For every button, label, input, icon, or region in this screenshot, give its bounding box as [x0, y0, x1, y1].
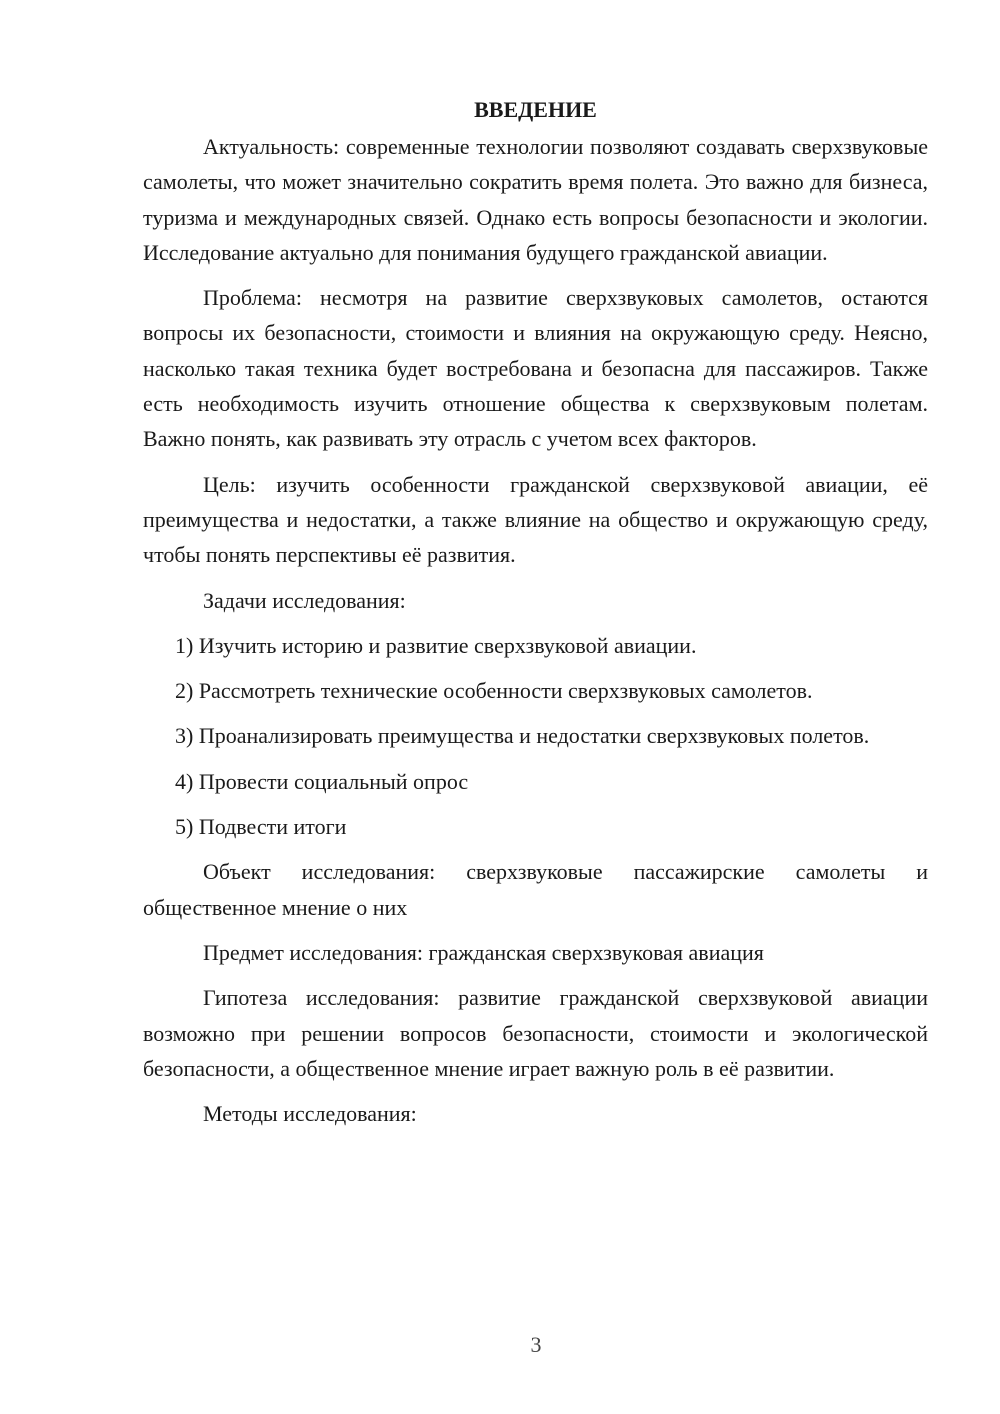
- page-number: 3: [530, 1332, 542, 1357]
- paragraph-goal: Цель: изучить особенности гражданской сверхзвуковой авиации, её преимущества и недостатки, а также влияние на общество и окружающую среду, чтобы понять перспективы её развития.: [143, 471, 928, 568]
- task-item-1: 1) Изучить историю и развитие сверхзвуковой авиации.: [175, 632, 697, 658]
- paragraph-relevance: Актуальность: современные технологии позволяют создавать сверхзвуковые самолеты, что может значительно сократить время полета. Это важно для бизнеса, туризма и международных связей. Однако есть вопросы безопасности и экологии. Исследование актуально для понимания будущего гражданской авиации.: [143, 134, 928, 265]
- paragraph-problem: Проблема: несмотря на развитие сверхзвуковых самолетов, остаются вопросы их безопасности, стоимости и влияния на окружающую среду. Неясно, насколько такая техника будет востребована и безопасна для пассажиров. Также есть необходимость изучить отношение общества к сверхзвуковым полетам. Важно понять, как развивать эту отрасль с учетом всех факторов.: [143, 285, 928, 452]
- paragraph-subject: Предмет исследования: гражданская сверхзвуковая авиация: [203, 939, 764, 965]
- paragraph-hypothesis: Гипотеза исследования: развитие гражданской сверхзвуковой авиации возможно при решении вопросов безопасности, стоимости и экологической безопасности, а общественное мнение играет важную роль в её развитии.: [143, 985, 928, 1081]
- tasks-heading: Задачи исследования:: [203, 587, 406, 613]
- page-title: ВВЕДЕНИЕ: [474, 97, 597, 122]
- methods-heading: Методы исследования:: [203, 1101, 417, 1127]
- task-item-2: 2) Рассмотреть технические особенности сверхзвуковых самолетов.: [175, 678, 813, 704]
- task-item-5: 5) Подвести итоги: [175, 814, 347, 840]
- task-item-3: 3) Проанализировать преимущества и недостатки сверхзвуковых полетов.: [175, 723, 870, 749]
- document-page: [143, 92, 928, 1141]
- paragraph-object: Объект исследования: сверхзвуковые пассажирские самолеты и общественное мнение о них: [143, 859, 928, 920]
- task-item-4: 4) Провести социальный опрос: [175, 768, 469, 794]
